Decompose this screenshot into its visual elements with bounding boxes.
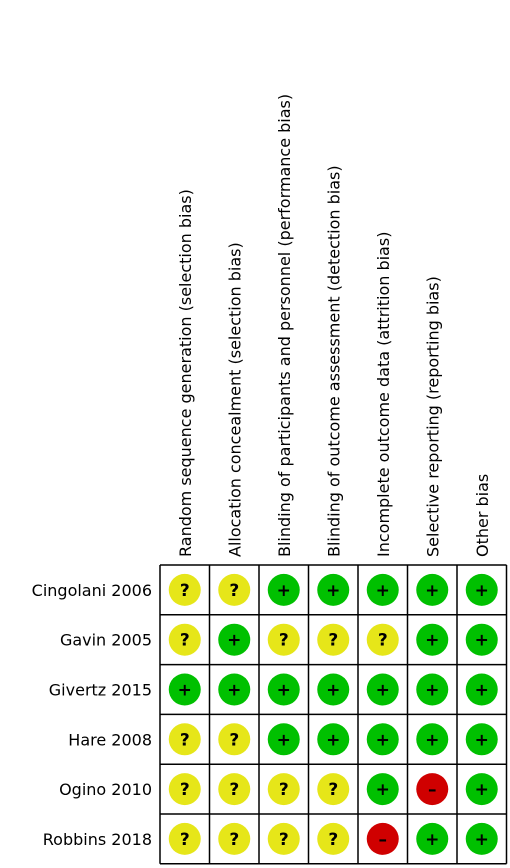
judgement-low — [416, 624, 448, 656]
judgement-symbol: + — [375, 780, 390, 801]
study-labels — [32, 581, 152, 849]
judgement-grid — [160, 565, 507, 864]
judgement-symbol: ? — [229, 780, 240, 801]
judgement-low — [367, 674, 399, 706]
judgement-low — [416, 574, 448, 606]
judgement-low — [466, 624, 498, 656]
judgement-unclear — [218, 723, 250, 755]
judgement-low — [218, 674, 250, 706]
judgement-symbol: + — [474, 630, 489, 651]
domain-label: Allocation concealment (selection bias) — [225, 242, 245, 557]
judgement-symbol: ? — [278, 829, 289, 850]
judgement-symbol: + — [474, 780, 489, 801]
judgement-unclear — [268, 624, 300, 656]
judgement-symbol: + — [425, 680, 440, 701]
judgement-unclear — [218, 574, 250, 606]
judgement-unclear — [317, 823, 349, 855]
judgement-low — [466, 674, 498, 706]
judgement-symbol: ? — [328, 829, 339, 850]
study-label: Cingolani 2006 — [31, 580, 152, 600]
judgement-low — [466, 823, 498, 855]
judgement-unclear — [218, 823, 250, 855]
judgement-symbol: ? — [328, 630, 339, 651]
judgement-symbol: + — [227, 680, 242, 701]
domain-label: Blinding of participants and personnel (performance bias) — [274, 93, 294, 557]
judgement-symbol: + — [474, 580, 489, 601]
judgement-unclear — [169, 574, 201, 606]
judgement-low — [268, 574, 300, 606]
judgement-low — [317, 674, 349, 706]
judgement-symbol: + — [276, 580, 291, 601]
judgement-unclear — [169, 723, 201, 755]
judgement-symbol: + — [326, 680, 341, 701]
judgement-symbol: ? — [179, 829, 190, 850]
judgement-symbol: + — [425, 580, 440, 601]
judgement-low — [317, 723, 349, 755]
judgement-unclear — [169, 624, 201, 656]
domain-label: Other bias — [472, 473, 492, 557]
judgement-low — [466, 773, 498, 805]
judgement-low — [218, 624, 250, 656]
study-label: Ogino 2010 — [59, 780, 152, 800]
judgement-symbol: + — [375, 730, 390, 751]
judgement-symbol: + — [276, 680, 291, 701]
domain-label: Selective reporting (reporting bias) — [423, 276, 443, 557]
judgement-low — [466, 723, 498, 755]
judgement-unclear — [218, 773, 250, 805]
judgement-symbol: ? — [278, 780, 289, 801]
judgement-symbol: ? — [377, 630, 388, 651]
judgement-symbol: + — [276, 730, 291, 751]
judgement-low — [367, 723, 399, 755]
judgement-unclear — [169, 773, 201, 805]
judgement-unclear — [317, 773, 349, 805]
judgement-symbol: + — [326, 580, 341, 601]
judgement-symbol: ? — [179, 630, 190, 651]
judgement-low — [466, 574, 498, 606]
judgement-symbol: + — [425, 829, 440, 850]
judgement-symbol: + — [425, 730, 440, 751]
judgement-low — [268, 674, 300, 706]
judgement-unclear — [317, 624, 349, 656]
judgement-symbol: + — [177, 680, 192, 701]
judgement-symbol: ? — [179, 580, 190, 601]
judgement-low — [416, 823, 448, 855]
judgement-symbol: ? — [179, 780, 190, 801]
judgement-symbol: + — [326, 730, 341, 751]
judgement-symbol: + — [425, 630, 440, 651]
judgement-symbol: ? — [229, 829, 240, 850]
judgement-symbol: ? — [229, 580, 240, 601]
judgement-symbol: + — [474, 680, 489, 701]
judgement-low — [367, 773, 399, 805]
judgement-symbol: ? — [278, 630, 289, 651]
judgement-symbol: ? — [328, 780, 339, 801]
judgement-unclear — [268, 823, 300, 855]
judgement-symbol: + — [474, 829, 489, 850]
judgement-high — [367, 823, 399, 855]
domain-labels — [176, 94, 492, 557]
judgement-symbol: + — [375, 580, 390, 601]
judgement-symbol: + — [227, 630, 242, 651]
judgement-symbol: – — [378, 829, 387, 850]
study-label: Robbins 2018 — [42, 829, 152, 849]
judgement-unclear — [268, 773, 300, 805]
domain-label: Incomplete outcome data (attrition bias) — [373, 231, 393, 557]
domain-label: Random sequence generation (selection bias) — [175, 189, 195, 557]
judgement-low — [317, 574, 349, 606]
judgement-high — [416, 773, 448, 805]
judgement-symbol: ? — [229, 730, 240, 751]
judgement-low — [268, 723, 300, 755]
study-label: Givertz 2015 — [48, 680, 152, 700]
judgement-symbol: + — [474, 730, 489, 751]
study-label: Hare 2008 — [68, 730, 152, 750]
judgement-symbol: ? — [179, 730, 190, 751]
judgement-symbol: – — [428, 780, 437, 801]
judgement-low — [367, 574, 399, 606]
judgement-symbol: + — [375, 680, 390, 701]
judgement-low — [169, 674, 201, 706]
judgement-unclear — [367, 624, 399, 656]
study-label: Gavin 2005 — [59, 630, 152, 650]
judgement-low — [416, 723, 448, 755]
judgement-low — [416, 674, 448, 706]
judgement-unclear — [169, 823, 201, 855]
domain-label: Blinding of outcome assessment (detection bias) — [324, 165, 344, 557]
